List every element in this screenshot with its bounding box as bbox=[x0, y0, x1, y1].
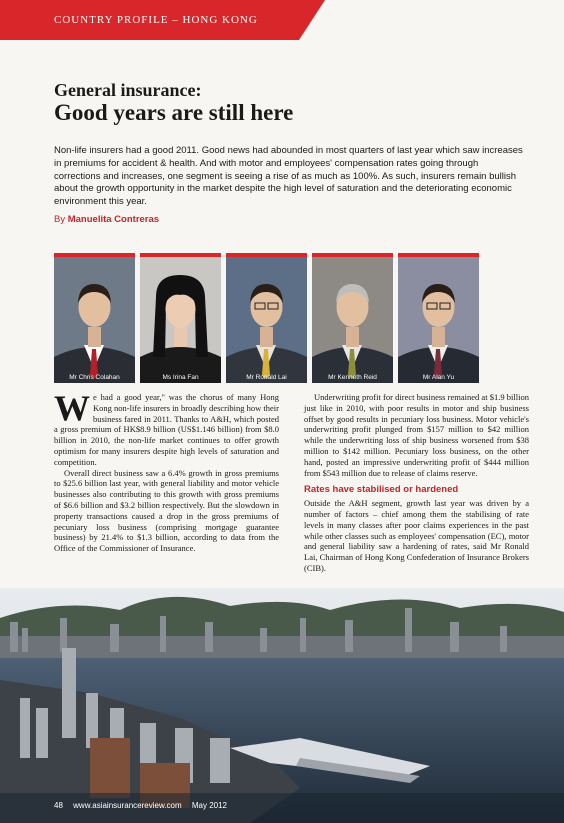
portrait-image bbox=[226, 257, 307, 383]
body-paragraph: Overall direct business saw a 6.4% growth in gross premiums to $25.6 billion last year, with general liability and motor vehicle businesses also contributing to this growth with gross premiums of $6.6 billion and $3.2 billion respectively. But the slowdown in property transactions caused a drop in the gross premiums of pecuniary loss business (comprising mortgage guarantee business) by 21.4% to $1.3 billion, according to data from the Office of the Commissioner of Insurance. bbox=[54, 467, 279, 554]
portrait-photo bbox=[226, 253, 307, 383]
body-text: e had a good year," was the chorus of many Hong Kong non-life insurers in broadly describing how their business fared in 2011. Thanks to A&H, which posted a gross premium of HK$8.9 billion (US$1.146 billion) from $8.0 billion in 2010, the non-life market continues to offer growth optimism for many insurers despite high levels of saturation and competition. bbox=[54, 392, 279, 467]
issue-date: May 2012 bbox=[191, 801, 228, 810]
portrait-image bbox=[54, 257, 135, 383]
portrait-caption: Mr Ronald Lai bbox=[246, 374, 287, 381]
article-kicker: General insurance: bbox=[54, 80, 202, 100]
body-paragraph: Underwriting profit for direct business remained at $1.9 billion just like in 2010, with poor results in motor and ship business offset by good results in pecuniary loss business. Motor vehicle's underwriting profit plunged from $157 million to $42 million while the underwriting loss of ship business worsened from $38 million to $142 million. Pecuniary loss business, on the other hand, posted an impressive underwriting profit of $444 million from $543 million due to release of claims reserve. bbox=[304, 392, 529, 478]
website-link[interactable]: www.asiainsurancereview.com bbox=[73, 801, 182, 810]
body-paragraph bbox=[54, 388, 279, 468]
section-label: COUNTRY PROFILE – HONG KONG bbox=[54, 14, 258, 26]
section-subhead: Rates have stabilised or hardened bbox=[304, 484, 459, 496]
portrait-image bbox=[398, 257, 479, 383]
portrait-photo bbox=[140, 253, 221, 383]
harbour-skyline-photo bbox=[0, 588, 564, 823]
portrait-photo bbox=[54, 253, 135, 383]
portrait-caption: Mr Chris Colahan bbox=[69, 374, 120, 381]
portrait-strip bbox=[54, 253, 529, 383]
page-number: 48 bbox=[54, 801, 63, 810]
body-column-left bbox=[54, 388, 279, 554]
portrait-image bbox=[312, 257, 393, 383]
portrait-photo bbox=[398, 253, 479, 383]
portrait-caption: Mr Alan Yu bbox=[422, 374, 455, 381]
body-column-right bbox=[304, 392, 529, 574]
portrait-image bbox=[140, 257, 221, 383]
byline bbox=[54, 214, 159, 225]
drop-cap: W bbox=[54, 388, 90, 428]
article-headline: Good years are still here bbox=[54, 100, 294, 125]
portrait-caption: Ms Irina Fan bbox=[162, 374, 199, 381]
body-paragraph: Outside the A&H segment, growth last year was driven by a number of factors – chief among them the stabilising of rate levels in many classes after poor claims experiences in the past while other classes such as employees' compensation (EC), motor and general liability saw a hardening of rates, said Mr Ronald Lai, Chairman of Hong Kong Confederation of Insurance Brokers (CIB). bbox=[304, 498, 529, 573]
author-name: Manuelita Contreras bbox=[67, 214, 160, 225]
portrait-photo bbox=[312, 253, 393, 383]
byline-prefix: By bbox=[54, 214, 66, 225]
portrait-caption: Mr Kenneth Reid bbox=[328, 374, 377, 381]
article-standfirst: Non-life insurers had a good 2011. Good news had abounded in most quarters of last year which saw increases in premiums for accident & health. And with motor and employees' compensation rates going through corrections and increases, one segment is seeing a rise of as much as 100%. As such, insurers remain bullish about the growth opportunity in the market despite the high level of saturation and the deteriorating economic environment this year. bbox=[54, 145, 523, 208]
page-footer bbox=[54, 801, 235, 810]
